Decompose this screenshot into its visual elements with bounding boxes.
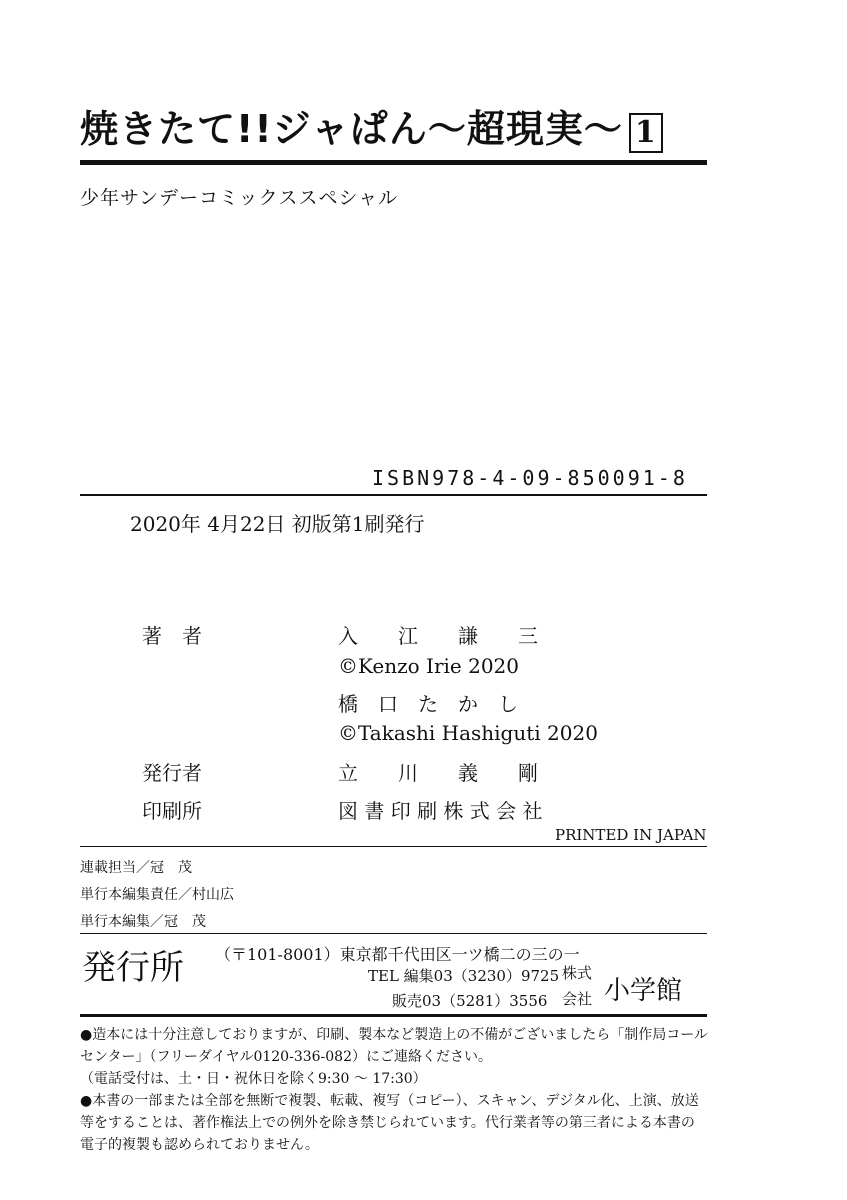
- author-label: 著 者: [142, 624, 202, 648]
- isbn-rule: [80, 494, 707, 496]
- publisher-tel-sales: 販売03（5281）3556: [392, 992, 548, 1010]
- publisher-tel-editorial: TEL 編集03（3230）9725: [368, 967, 560, 985]
- company-kind-top: 株式: [562, 964, 593, 982]
- editor-line: 単行本編集／冠 茂: [80, 914, 206, 930]
- editors-rule: [80, 933, 707, 934]
- printed-rule: [80, 846, 707, 847]
- note-line: センター」（フリーダイヤル0120-336-082）にご連絡ください。: [80, 1049, 492, 1065]
- publisher-rule: [80, 1014, 707, 1017]
- book-title: [80, 98, 663, 153]
- issuer-name: 立 川 義 剛: [338, 761, 538, 785]
- note-line: ●本書の一部または全部を無断で複製、転載、複写（コピー）、スキャン、デジタル化、上演、放送: [80, 1093, 699, 1109]
- printer-label: 印刷所: [142, 799, 202, 823]
- editor-line: 単行本編集責任／村山広: [80, 887, 234, 903]
- company-kind-bottom: 会社: [562, 990, 593, 1008]
- printed-in-japan: PRINTED IN JAPAN: [555, 826, 707, 844]
- note-line: 電子的複製も認められておりません。: [80, 1137, 319, 1153]
- publisher-address: （〒101-8001）東京都千代田区一ツ橋二の三の一: [215, 945, 580, 964]
- printer-name: 図 書 印 刷 株 式 会 社: [338, 799, 543, 823]
- author-2-copyright: ©Takashi Hashiguti 2020: [338, 721, 598, 745]
- publisher-company-name: 小学館: [604, 976, 683, 1006]
- series-name: 少年サンデーコミックススペシャル: [80, 187, 399, 209]
- isbn: ISBN978-4-09-850091-8: [372, 466, 688, 490]
- note-line: ●造本には十分注意しておりますが、印刷、製本など製造上の不備がございましたら「制作局コール: [80, 1027, 708, 1043]
- author-1-name: 入 江 謙 三: [338, 624, 538, 648]
- publication-date: 2020年 4月22日 初版第1刷発行: [130, 512, 425, 536]
- author-1-copyright: ©Kenzo Irie 2020: [338, 654, 520, 678]
- volume-number-box: 1: [629, 113, 663, 153]
- issuer-label: 発行者: [142, 761, 202, 785]
- author-2-name: 橋 口 た か し: [338, 692, 518, 716]
- note-line: 等をすることは、著作権法上での例外を除き禁じられています。代行業者等の第三者による本書の: [80, 1115, 695, 1131]
- note-line: （電話受付は、土・日・祝休日を除く9:30 〜 17:30）: [80, 1071, 427, 1087]
- editor-line: 連載担当／冠 茂: [80, 860, 192, 876]
- book-title-text: 焼きたて!!ジャぱん〜超現実〜: [80, 107, 623, 151]
- publisher-heading: 発行所: [82, 948, 184, 988]
- title-rule: [80, 160, 707, 165]
